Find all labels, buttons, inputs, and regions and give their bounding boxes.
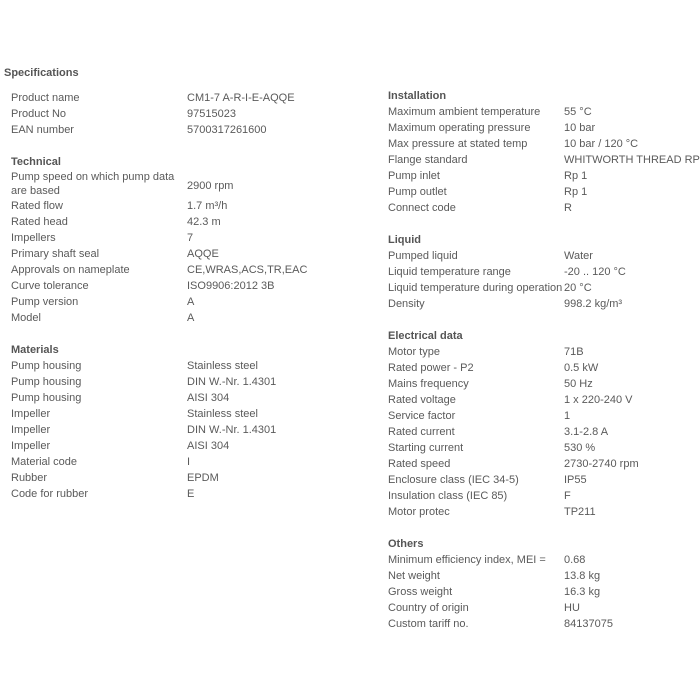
- spec-row: [11, 454, 331, 470]
- spec-value: F: [564, 490, 571, 502]
- spec-value: 50 Hz: [564, 378, 593, 390]
- spec-label: Impellers: [11, 232, 56, 244]
- spec-row: [11, 486, 331, 502]
- spec-row: [11, 470, 331, 486]
- spec-label: Net weight: [388, 570, 440, 582]
- spec-value: -20 .. 120 °C: [564, 266, 626, 278]
- spec-label: Impeller: [11, 424, 51, 436]
- spec-row: [11, 310, 331, 326]
- spec-row: [388, 296, 698, 312]
- section-liquid: [388, 232, 698, 312]
- spec-value: IP55: [564, 474, 587, 486]
- spec-row: [11, 122, 331, 138]
- spec-label: Starting current: [388, 442, 464, 454]
- spec-label: Minimum efficiency index, MEI =: [388, 554, 546, 566]
- spec-value: Stainless steel: [187, 408, 258, 420]
- spec-row: [11, 294, 331, 310]
- spec-row: [388, 184, 698, 200]
- page-title: Specifications: [4, 67, 79, 79]
- spec-label: Rated voltage: [388, 394, 456, 406]
- spec-value: 2900 rpm: [187, 180, 234, 192]
- spec-row: [11, 198, 331, 214]
- left-column: [11, 90, 331, 518]
- section-title: Technical: [11, 156, 61, 168]
- spec-row: [11, 278, 331, 294]
- spec-label: Maximum operating pressure: [388, 122, 531, 134]
- section-title: Others: [388, 538, 424, 550]
- spec-value: 0.5 kW: [564, 362, 599, 374]
- spec-value: 7: [187, 232, 194, 244]
- spec-label: Maximum ambient temperature: [388, 106, 541, 118]
- spec-row: [388, 440, 698, 456]
- spec-value: 10 bar: [564, 122, 596, 134]
- spec-label: Primary shaft seal: [11, 248, 100, 260]
- spec-row: [388, 120, 698, 136]
- spec-row: [11, 406, 331, 422]
- spec-row: [388, 392, 698, 408]
- section-title: Installation: [388, 90, 447, 102]
- right-column: [388, 88, 698, 648]
- spec-label: Country of origin: [388, 602, 469, 614]
- spec-row: [388, 360, 698, 376]
- spec-row: [11, 374, 331, 390]
- spec-row: [388, 584, 698, 600]
- spec-value: A: [187, 312, 195, 324]
- spec-value: Rp 1: [564, 170, 588, 182]
- spec-row: [388, 424, 698, 440]
- spec-label: Max pressure at stated temp: [388, 138, 528, 150]
- spec-label: Curve tolerance: [11, 280, 89, 292]
- spec-row: [388, 600, 698, 616]
- spec-row: [388, 104, 698, 120]
- spec-row: [388, 264, 698, 280]
- spec-value: R: [564, 202, 572, 214]
- spec-label: Gross weight: [388, 586, 453, 598]
- spec-label: Flange standard: [388, 154, 468, 166]
- spec-value: 998.2 kg/m³: [564, 298, 623, 310]
- spec-label: Rated speed: [388, 458, 451, 470]
- spec-label: Pump speed on which pump data are based: [11, 171, 175, 197]
- spec-row: [388, 248, 698, 264]
- spec-label: Density: [388, 298, 425, 310]
- section-title: Electrical data: [388, 330, 463, 342]
- spec-row: [11, 262, 331, 278]
- spec-row: [388, 616, 698, 632]
- spec-label: Pump inlet: [388, 170, 440, 182]
- spec-value: 5700317261600: [187, 124, 267, 136]
- section-installation: [388, 88, 698, 216]
- spec-label: Motor protec: [388, 506, 450, 518]
- spec-label: Impeller: [11, 408, 51, 420]
- spec-value: WHITWORTH THREAD RP: [564, 154, 700, 166]
- spec-value: AISI 304: [187, 392, 230, 404]
- spec-value: 55 °C: [564, 106, 592, 118]
- spec-row: [388, 136, 698, 152]
- spec-value: 1.7 m³/h: [187, 200, 228, 212]
- spec-value: 1: [564, 410, 571, 422]
- spec-value: EPDM: [187, 472, 219, 484]
- spec-label: Code for rubber: [11, 488, 89, 500]
- spec-row: [388, 152, 698, 168]
- spec-row: [388, 280, 698, 296]
- spec-label: Motor type: [388, 346, 440, 358]
- spec-row: [388, 472, 698, 488]
- spec-value: A: [187, 296, 195, 308]
- spec-value: E: [187, 488, 195, 500]
- spec-value: 84137075: [564, 618, 613, 630]
- spec-row: [388, 344, 698, 360]
- spec-value: Stainless steel: [187, 360, 258, 372]
- spec-label: Insulation class (IEC 85): [388, 490, 508, 502]
- section-technical: [11, 154, 331, 326]
- spec-label: Rubber: [11, 472, 48, 484]
- spec-row: [388, 200, 698, 216]
- spec-value: Rp 1: [564, 186, 588, 198]
- spec-label: Pump version: [11, 296, 79, 308]
- spec-row: [388, 376, 698, 392]
- spec-row: [11, 422, 331, 438]
- spec-row: [11, 246, 331, 262]
- spec-row: [388, 408, 698, 424]
- spec-label: Pump housing: [11, 376, 82, 388]
- section-product: [11, 90, 331, 138]
- spec-row: [388, 456, 698, 472]
- section-others: [388, 536, 698, 632]
- spec-row: [11, 230, 331, 246]
- spec-value: HU: [564, 602, 580, 614]
- spec-label: Liquid temperature during operation: [388, 282, 563, 294]
- spec-value: DIN W.-Nr. 1.4301: [187, 376, 277, 388]
- spec-value: 20 °C: [564, 282, 592, 294]
- spec-row: [11, 214, 331, 230]
- spec-label: Model: [11, 312, 41, 324]
- spec-label: Material code: [11, 456, 78, 468]
- spec-value: Water: [564, 250, 593, 262]
- spec-value: CM1-7 A-R-I-E-AQQE: [187, 92, 295, 104]
- spec-label: Mains frequency: [388, 378, 469, 390]
- section-title: Liquid: [388, 234, 421, 246]
- spec-label: EAN number: [11, 124, 74, 136]
- spec-label: Pump housing: [11, 360, 82, 372]
- spec-label: Pump housing: [11, 392, 82, 404]
- spec-value: 2730-2740 rpm: [564, 458, 639, 470]
- spec-row: [388, 552, 698, 568]
- spec-value: 0.68: [564, 554, 586, 566]
- spec-value: I: [187, 456, 191, 468]
- spec-label: Impeller: [11, 440, 51, 452]
- section-electrical: [388, 328, 698, 520]
- spec-label: Product name: [11, 92, 80, 104]
- spec-label: Approvals on nameplate: [11, 264, 130, 276]
- spec-row: [11, 390, 331, 406]
- spec-label: Rated flow: [11, 200, 63, 212]
- spec-row: [11, 90, 331, 106]
- spec-value: 71B: [564, 346, 584, 358]
- spec-row: [11, 106, 331, 122]
- spec-label: Enclosure class (IEC 34-5): [388, 474, 519, 486]
- spec-value: AISI 304: [187, 440, 230, 452]
- spec-value: 3.1-2.8 A: [564, 426, 609, 438]
- spec-value: 42.3 m: [187, 216, 221, 228]
- spec-label: Connect code: [388, 202, 456, 214]
- section-materials: [11, 342, 331, 502]
- spec-row: [11, 358, 331, 374]
- spec-value: 97515023: [187, 108, 236, 120]
- spec-value: 13.8 kg: [564, 570, 601, 582]
- spec-row: [388, 568, 698, 584]
- spec-value: 16.3 kg: [564, 586, 601, 598]
- spec-label: Pumped liquid: [388, 250, 458, 262]
- spec-value: 10 bar / 120 °C: [564, 138, 639, 150]
- spec-row: [11, 438, 331, 454]
- section-title: Materials: [11, 344, 59, 356]
- spec-label: Rated current: [388, 426, 455, 438]
- spec-value: DIN W.-Nr. 1.4301: [187, 424, 277, 436]
- spec-value: TP211: [564, 506, 596, 518]
- spec-row: [388, 168, 698, 184]
- spec-label: Pump outlet: [388, 186, 447, 198]
- spec-label: Product No: [11, 108, 67, 120]
- spec-value: 1 x 220-240 V: [564, 394, 633, 406]
- spec-row: [388, 504, 698, 520]
- spec-row: [11, 170, 331, 198]
- spec-value: ISO9906:2012 3B: [187, 280, 275, 292]
- spec-label: Custom tariff no.: [388, 618, 469, 630]
- spec-label: Rated head: [11, 216, 68, 228]
- spec-label: Liquid temperature range: [388, 266, 511, 278]
- spec-row: [388, 488, 698, 504]
- spec-label: Service factor: [388, 410, 456, 422]
- spec-value: CE,WRAS,ACS,TR,EAC: [187, 264, 308, 276]
- spec-value: 530 %: [564, 442, 596, 454]
- spec-value: AQQE: [187, 248, 219, 260]
- spec-label: Rated power - P2: [388, 362, 474, 374]
